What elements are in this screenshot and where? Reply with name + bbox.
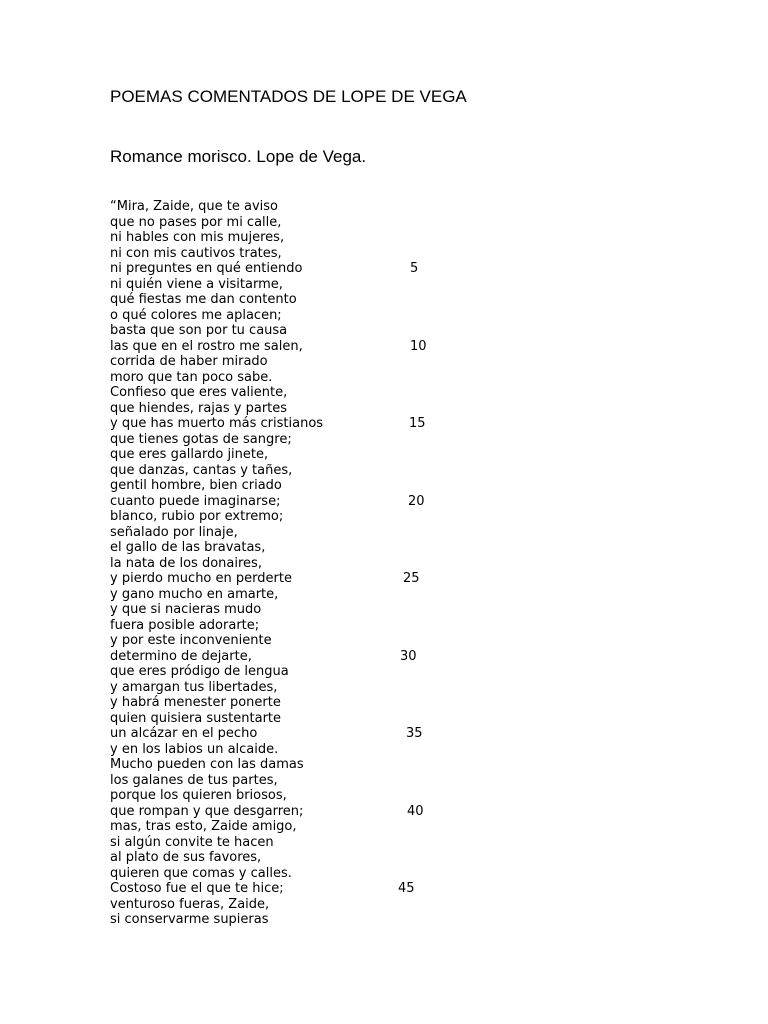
poem-line — [110, 742, 510, 758]
poem-line — [110, 773, 510, 789]
verse-text: blanco, rubio por extremo; — [110, 509, 284, 524]
verse-text: que rompan y que desgarren; — [110, 803, 304, 819]
verse-number: 20 — [408, 493, 425, 509]
poem-line — [110, 695, 510, 711]
poem-line — [110, 757, 510, 773]
poem-line — [110, 277, 510, 293]
poem-line — [110, 292, 510, 308]
verse-text: el gallo de las bravatas, — [110, 540, 266, 555]
poem-line — [110, 571, 510, 587]
verse-text: que hiendes, rajas y partes — [110, 400, 288, 416]
verse-text: quieren que comas y calles. — [110, 865, 292, 881]
verse-number: 25 — [403, 571, 420, 586]
verse-text: gentil hombre, bien criado — [110, 478, 282, 493]
poem-line — [110, 556, 510, 572]
verse-text: fuera posible adorarte; — [110, 617, 260, 633]
verse-text: si algún convite te hacen — [110, 834, 274, 850]
poem-heading: Romance morisco. Lope de Vega. — [110, 147, 367, 166]
verse-text: moro que tan poco sabe. — [110, 369, 273, 385]
verse-text: que danzas, cantas y tañes, — [110, 462, 293, 478]
verse-text: cuanto puede imaginarse; — [110, 493, 281, 509]
verse-number: 45 — [398, 881, 415, 896]
poem-line — [110, 509, 510, 525]
verse-text: si conservarme supieras — [110, 912, 269, 927]
verse-text: Confieso que eres valiente, — [110, 385, 288, 400]
poem-line — [110, 385, 510, 401]
poem-line — [110, 463, 510, 479]
verse-text: qué fiestas me dan contento — [110, 292, 297, 307]
verse-text: las que en el rostro me salen, — [110, 338, 303, 354]
verse-text: Mucho pueden con las damas — [110, 757, 304, 772]
poem-line — [110, 680, 510, 696]
verse-text: la nata de los donaires, — [110, 555, 262, 571]
verse-text: y por este inconveniente — [110, 633, 272, 648]
verse-text: y en los labios un alcaide. — [110, 741, 279, 757]
verse-text: corrida de haber mirado — [110, 354, 268, 369]
verse-text: y pierdo mucho en perderte — [110, 571, 292, 586]
poem-line — [110, 602, 510, 618]
verse-text: mas, tras esto, Zaide amigo, — [110, 819, 297, 834]
verse-text: “Mira, Zaide, que te aviso — [110, 199, 278, 214]
poem-line — [110, 447, 510, 463]
verse-text: que eres pródigo de lengua — [110, 664, 289, 679]
verse-text: ni hables con mis mujeres, — [110, 230, 285, 245]
verse-text: porque los quieren briosos, — [110, 788, 287, 803]
poem-body — [110, 199, 510, 928]
verse-text: señalado por linaje, — [110, 524, 238, 540]
poem-line — [110, 416, 510, 432]
verse-text: y que has muerto más cristianos — [110, 416, 324, 431]
poem-line — [110, 261, 510, 277]
poem-line — [110, 788, 510, 804]
verse-number: 10 — [410, 338, 427, 354]
poem-line — [110, 540, 510, 556]
poem-line — [110, 370, 510, 386]
verse-number: 40 — [407, 803, 424, 819]
poem-line — [110, 711, 510, 727]
poem-line — [110, 649, 510, 665]
verse-text: ni preguntes en qué entiendo — [110, 261, 303, 276]
poem-line — [110, 912, 510, 928]
verse-text: que eres gallardo jinete, — [110, 447, 269, 462]
verse-number: 15 — [409, 416, 426, 431]
poem-line — [110, 525, 510, 541]
poem-line — [110, 587, 510, 603]
verse-text: al plato de sus favores, — [110, 850, 262, 865]
poem-line — [110, 618, 510, 634]
poem-line — [110, 664, 510, 680]
verse-number: 5 — [410, 261, 419, 276]
verse-text: que tienes gotas de sangre; — [110, 431, 292, 447]
poem-line — [110, 866, 510, 882]
poem-line — [110, 401, 510, 417]
poem-line — [110, 835, 510, 851]
poem-line — [110, 323, 510, 339]
verse-text: ni con mis cautivos trates, — [110, 245, 282, 261]
verse-text: venturoso fueras, Zaide, — [110, 896, 270, 912]
verse-number: 30 — [400, 648, 417, 664]
verse-text: basta que son por tu causa — [110, 323, 288, 338]
verse-text: los galanes de tus partes, — [110, 772, 278, 788]
verse-text: y habrá menester ponerte — [110, 695, 281, 710]
verse-text: un alcázar en el pecho — [110, 726, 258, 741]
poem-line — [110, 819, 510, 835]
verse-text: quien quisiera sustentarte — [110, 710, 282, 726]
poem-line — [110, 246, 510, 262]
verse-text: o qué colores me aplacen; — [110, 307, 282, 323]
verse-text: ni quién viene a visitarme, — [110, 276, 283, 292]
poem-line — [110, 478, 510, 494]
poem-line — [110, 215, 510, 231]
poem-line — [110, 850, 510, 866]
poem-line — [110, 354, 510, 370]
poem-line — [110, 633, 510, 649]
verse-text: Costoso fue el que te hice; — [110, 881, 284, 896]
poem-line — [110, 339, 510, 355]
verse-text: determino de dejarte, — [110, 648, 252, 664]
poem-line — [110, 726, 510, 742]
document-title: POEMAS COMENTADOS DE LOPE DE VEGA — [110, 87, 467, 106]
poem-line — [110, 230, 510, 246]
verse-text: y gano mucho en amarte, — [110, 586, 279, 602]
poem-line — [110, 897, 510, 913]
poem-line — [110, 804, 510, 820]
poem-line — [110, 881, 510, 897]
poem-line — [110, 494, 510, 510]
verse-text: que no pases por mi calle, — [110, 214, 282, 230]
verse-text: y amargan tus libertades, — [110, 679, 278, 695]
verse-number: 35 — [406, 726, 423, 741]
poem-line — [110, 432, 510, 448]
poem-line — [110, 199, 510, 215]
verse-text: y que si nacieras mudo — [110, 602, 262, 617]
poem-line — [110, 308, 510, 324]
